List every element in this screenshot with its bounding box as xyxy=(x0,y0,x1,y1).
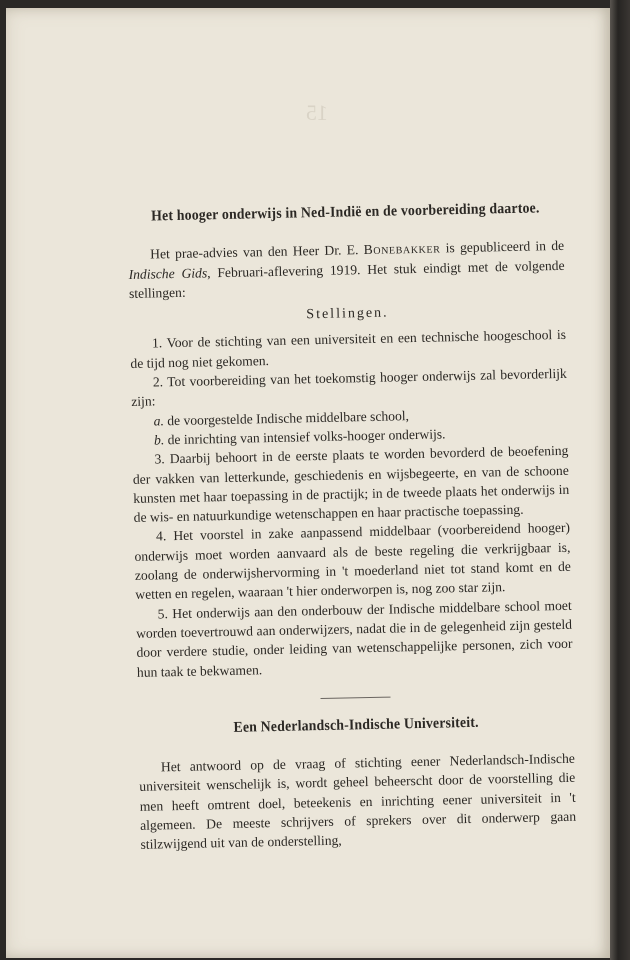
stelling-4: 4. Het voorstel in zake aanpassend middelbaar (voorbereidend hooger) onderwijs moet worden aanvaard als de beste regeling die verkrijgbaar is, zoolang de onderwijshervorming in 't moederland niet tot stand komt en de wetten en regelen, waaraan 't hier onderworpen is, nog zoo star zijn. xyxy=(134,520,571,603)
stelling-1: 1. Voor de stichting van een universiteit en een technische hoogeschool is de tijd nog niet gekomen. xyxy=(130,327,567,371)
stelling-5: 5. Het onderwijs aan den onderbouw der Indische middelbare school moet worden toevertrouwd aan onderwijzers, nadat die in de gelegenheid zijn gesteld door verdere studie, onder leiding van wetenschappelijke personen, zich voor hun taak te bekwamen. xyxy=(135,597,573,680)
section-divider xyxy=(321,696,391,698)
show-through-text: 15 xyxy=(306,100,328,125)
article-title-2: Een Nederlandsch-Indische Universiteit. xyxy=(233,714,479,736)
page-content xyxy=(127,189,577,855)
article-2-paragraph: Het antwoord op de vraag of stichting eener Nederlandsch-Indische universiteit wenschelijk is, wordt geheel beheerscht door de voorstelling die men heeft omtrent doel, beteekenis en inrichting eener universiteit in 't algemeen. De meeste schrijvers of sprekers over dit onderwerp gaan stilzwijgend uit van de onderstelling, xyxy=(139,750,577,853)
intro-pre: Het prae-advies van den Heer Dr. E. xyxy=(150,242,364,262)
intro-mid: is gepubliceerd in de xyxy=(440,238,565,256)
book-spine xyxy=(610,0,630,960)
subitem-text: de inrichting van intensief volks-hooger onderwijs. xyxy=(164,426,446,448)
subitem-marker: a. xyxy=(153,412,165,429)
journal-name: Indische Gids xyxy=(128,264,208,282)
stelling-3: 3. Daarbij behoort in de eerste plaats te worden bevorderd de beoefening der vakken van letterkunde, geschiedenis en wijsbegeerte, en van de schoone kunsten met haar toepassing in de practijk; in de tweede plaats het onderwijs in de wis- en natuurkundige wetenschappen en haar practische toepassing. xyxy=(132,443,570,526)
article-title-1: Het hooger onderwijs in Ned-Indië en de voorbereiding daartoe. xyxy=(150,200,540,225)
intro-paragraph xyxy=(128,236,565,303)
stellingen-heading: Stellingen. xyxy=(306,305,389,323)
book-page xyxy=(6,8,610,958)
intro-post: , Februari-aflevering 1919. Het stuk eindigt met de volgende stellingen: xyxy=(128,257,565,301)
author-name: Bonebakker xyxy=(363,240,441,258)
stelling-2: 2. Tot voorbereiding van het toekomstig hooger onderwijs zal bevorderlijk zijn: xyxy=(131,365,567,410)
subitem-text: de voorgestelde Indische middelbare school, xyxy=(163,407,410,428)
subitem-marker: b. xyxy=(153,432,165,448)
